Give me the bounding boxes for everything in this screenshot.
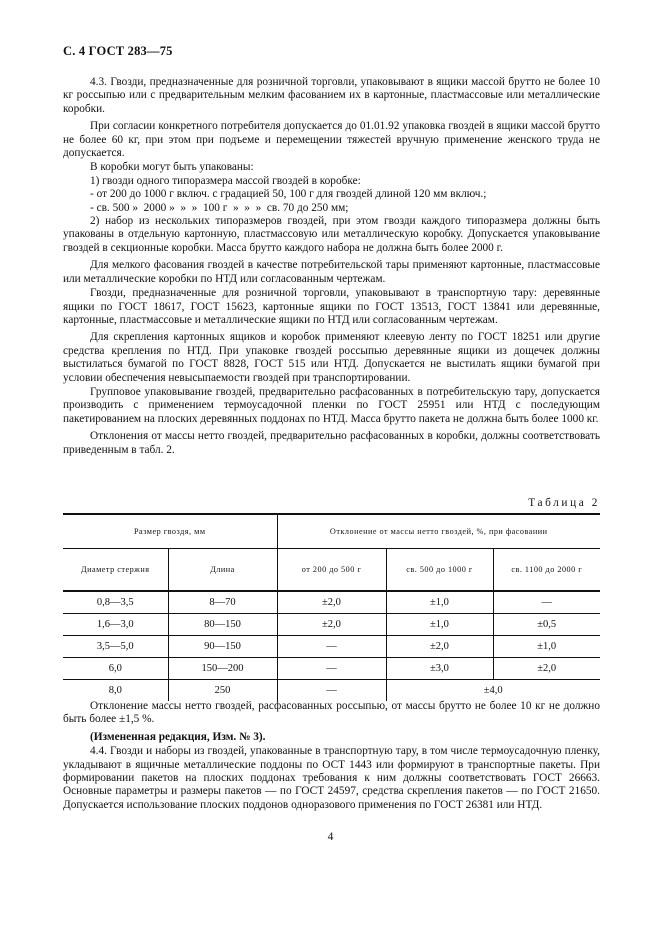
table-cell: 250 <box>168 680 277 702</box>
edition-note: (Измененная редакция, Изм. № 3). <box>90 730 266 743</box>
paragraph: При согласии конкретного потребителя допускается до 01.01.92 упаковка гвоздей в ящики массой брутто не более 60 кг, при этом при подъеме и перемещении тяжестей вручную применение женского труда не допускается. <box>63 120 600 160</box>
table-row <box>63 636 600 658</box>
table-header-row <box>63 514 600 549</box>
list-item: - св. 500 » 2000 » » » 100 г » » » св. 70 до 250 мм; <box>90 201 349 214</box>
column-header: Длина <box>168 549 277 592</box>
table-cell: ±1,0 <box>386 591 493 614</box>
table-cell: ±2,0 <box>493 658 600 680</box>
table-cell: 3,5—5,0 <box>63 636 168 658</box>
table-cell: ±2,0 <box>277 591 386 614</box>
table-cell: — <box>493 591 600 614</box>
paragraph: В коробки могут быть упакованы: <box>90 161 254 174</box>
column-header: Диаметр стержня <box>63 549 168 592</box>
page-number: 4 <box>327 831 334 843</box>
paragraph: Гвозди, предназначенные для розничной торговли, упаковывают в транспортную тару: деревянные ящики по ГОСТ 18617, ГОСТ 15623, картонные ящики по ГОСТ 13513, ГОСТ 13841 или деревянные, картонные, пластмассовые и металлические ящики по НТД или согласованным чертежам. <box>63 287 600 326</box>
table-row <box>63 680 600 702</box>
table-cell: 90—150 <box>168 636 277 658</box>
paragraph: 4.3. Гвозди, предназначенные для розничной торговли, упаковывают в ящики массой брутто не более 10 кг россыпью или с предварительным мелким фасованием их в картонные, пластмассовые или металлические коробки. <box>63 76 600 115</box>
list-item: 1) гвозди одного типоразмера массой гвоздей в коробке: <box>90 174 361 187</box>
paragraph: Для скрепления картонных ящиков и коробок применяют клеевую ленту по ГОСТ 18251 или другие средства крепления по НТД. При упаковке гвоздей россыпью деревянные ящики из дощечек должны выстилаться бумагой по ГОСТ 8828, ГОСТ 515 или НТД. Допускается не выстилать ящики бумагой при условии обеспечения невысыпаемости гвоздей при транспортировании. <box>63 331 600 384</box>
table-row <box>63 658 600 680</box>
table-cell: 80—150 <box>168 614 277 636</box>
table-cell: — <box>277 658 386 680</box>
column-header: св. 1100 до 2000 г <box>493 549 600 592</box>
paragraph: Отклонение массы нетто гвоздей, расфасованных россыпью, от массы брутто не более 10 кг не должно быть более ±1,5 %. <box>63 700 600 726</box>
table-2 <box>63 513 600 701</box>
table-cell: 1,6—3,0 <box>63 614 168 636</box>
list-item: 2) набор из нескольких типоразмеров гвоздей, при этом гвозди каждого типоразмера должны быть упакованы в отдельную картонную, пластмассовую или металлическую коробку. Допускается упаковывание гвоздей в секционные коробки. Масса брутто каждого набора не должна быть более 2000 г. <box>63 215 600 254</box>
table-cell: — <box>277 680 386 702</box>
table-cell: ±0,5 <box>493 614 600 636</box>
section-4-3 <box>63 76 600 458</box>
column-group-header: Размер гвоздя, мм <box>63 514 277 549</box>
paragraph: Отклонения от массы нетто гвоздей, предварительно расфасованных в коробки, должны соответствовать приведенным в табл. 2. <box>63 430 600 456</box>
table-cell: ±2,0 <box>277 614 386 636</box>
table-header-row <box>63 549 600 592</box>
paragraph: Для мелкого фасования гвоздей в качестве потребительской тары применяют картонные, пластмассовые или металлические коробки по НТД или согласованным чертежам. <box>63 259 600 285</box>
table-cell: ±2,0 <box>386 636 493 658</box>
table-row <box>63 591 600 614</box>
table-cell: 8,0 <box>63 680 168 702</box>
page-header: С. 4 ГОСТ 283—75 <box>63 44 173 58</box>
paragraph: 4.4. Гвозди и наборы из гвоздей, упакованные в транспортную тару, в том числе термоусадочную пленку, укладывают в ящичные металлические поддоны по ОСТ 1443 или формируют в транспортные пакеты. При формировании пакетов на плоских поддонах требования к ним должны соответствовать ГОСТ 26663. Основные параметры и размеры пакетов — по ГОСТ 24597, средства скрепления пакетов — по ГОСТ 21650. Допускается использование плоских поддонов одноразового применения по ГОСТ 26381 или НТД. <box>63 745 600 811</box>
table-cell: ±3,0 <box>386 658 493 680</box>
table-cell: 0,8—3,5 <box>63 591 168 614</box>
table-cell: ±1,0 <box>386 614 493 636</box>
column-group-header: Отклонение от массы нетто гвоздей, %, при фасовании <box>277 514 600 549</box>
list-item: - от 200 до 1000 г включ. с градацией 50, 100 г для гвоздей длиной 120 мм включ.; <box>90 188 487 201</box>
table-cell: 8—70 <box>168 591 277 614</box>
table-cell: ±4,0 <box>386 680 600 702</box>
table-row <box>63 614 600 636</box>
column-header: от 200 до 500 г <box>277 549 386 592</box>
table-cell: 150—200 <box>168 658 277 680</box>
paragraph: Групповое упаковывание гвоздей, предварительно расфасованных в потребительскую тару, допускается производить с применением термоусадочной пленки по ГОСТ 25951 или НТД с последующим пакетированием на плоских деревянных поддонах по НТД. Масса брутто пакета не должна быть более 1000 кг. <box>63 385 600 425</box>
column-header: св. 500 до 1000 г <box>386 549 493 592</box>
table-cell: — <box>277 636 386 658</box>
table-cell: ±1,0 <box>493 636 600 658</box>
section-after-table <box>63 700 600 813</box>
table-caption: Таблица 2 <box>528 497 600 509</box>
table-cell: 6,0 <box>63 658 168 680</box>
